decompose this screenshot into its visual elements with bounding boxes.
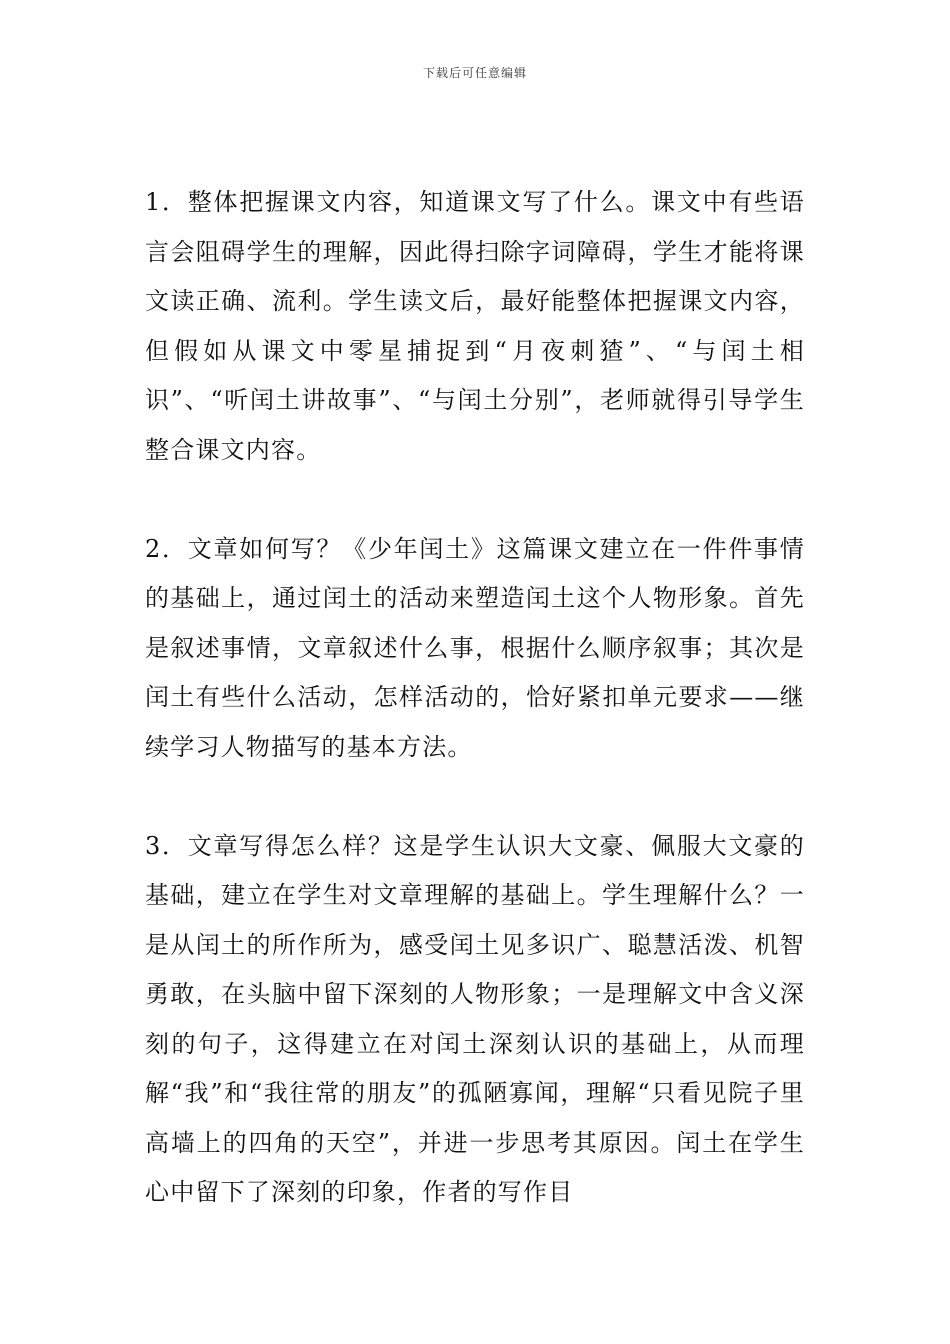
paragraph-3: 3．文章写得怎么样？这是学生认识大文豪、佩服大文豪的基础，建立在学生对文章理解的基础上。学生理解什么？一是从闰土的所作所为，感受闰土见多识广、聪慧活泼、机智勇敢，在头脑中留下深刻的人物形象；一是理解文中含义深刻的句子，这得建立在对闰土深刻认识的基础上，从而理解“我”和“我往常的朋友”的孤陋寡闻，理解“只看见院子里高墙上的四角的天空”，并进一步思考其原因。闰土在学生心中留下了深刻的印象，作者的写作目 <box>145 831 805 1206</box>
page-header: 下载后可任意编辑 <box>422 66 527 80</box>
paragraph-2: 2．文章如何写？《少年闰土》这篇课文建立在一件件事情的基础上，通过闰土的活动来塑造闰土这个人物形象。首先是叙述事情，文章叙述什么事，根据什么顺序叙事；其次是闰土有些什么活动，怎样活动的，恰好紧扣单元要求——继续学习人物描写的基本方法。 <box>145 534 805 761</box>
document-body <box>145 178 805 1218</box>
paragraph-1: 1．整体把握课文内容，知道课文写了什么。课文中有些语言会阻碍学生的理解，因此得扫除字词障碍，学生才能将课文读正确、流利。学生读文后，最好能整体把握课文内容，但假如从课文中零星捕捉到“月夜刺猹”、“与闰土相识”、“听闰土讲故事”、“与闰土分别”，老师就得引导学生整合课文内容。 <box>145 188 805 464</box>
